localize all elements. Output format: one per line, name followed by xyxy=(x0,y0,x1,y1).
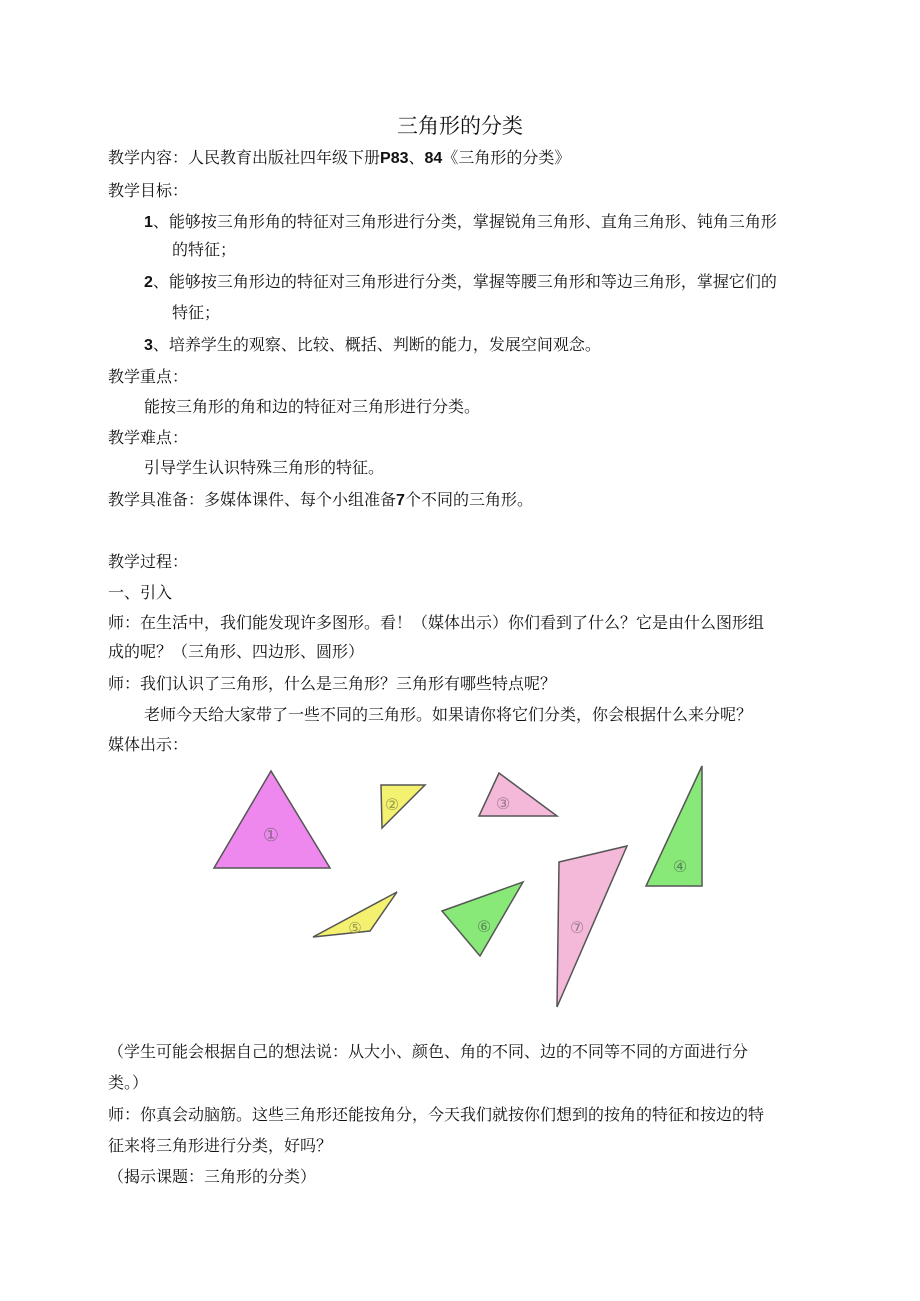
page-title: 三角形的分类 xyxy=(397,114,523,138)
triangle-1-label: ① xyxy=(262,825,280,846)
paragraph-6: 师：你真会动脑筋。这些三角形还能按角分，今天我们就按你们想到的按角的特征和按边的特 xyxy=(108,1105,765,1124)
goal-item-1-cont: 的特征； xyxy=(172,240,237,259)
triangle-2 xyxy=(381,785,425,828)
materials-label: 教学具准备： xyxy=(108,490,205,509)
triangle-5-label: ⑤ xyxy=(348,919,362,937)
paragraph-2: 师：我们认识了三角形，什么是三角形？三角形有哪些特点呢？ xyxy=(108,674,557,693)
section-heading-intro: 一、引入 xyxy=(108,583,173,602)
triangle-2-label: ② xyxy=(384,795,400,814)
content-page-ref: P83 xyxy=(380,150,409,167)
triangle-5 xyxy=(313,892,397,937)
triangle-3-shape xyxy=(479,773,557,816)
paragraph-4: 媒体出示： xyxy=(108,735,189,754)
goal-text: 、能够按三角形角的特征对三角形进行分类，掌握锐角三角形、直角三角形、钝角三角形 xyxy=(152,212,777,231)
goal-text: 、能够按三角形边的特征对三角形进行分类，掌握等腰三角形和等边三角形，掌握它们的 xyxy=(152,272,777,291)
paragraph-7: （揭示课题：三角形的分类） xyxy=(108,1167,317,1186)
paragraph-3: 老师今天给大家带了一些不同的三角形。如果请你将它们分类，你会根据什么来分呢？ xyxy=(144,705,753,724)
content-text: 人民教育出版社四年级下册 xyxy=(188,148,381,167)
goal-number: 2 xyxy=(144,274,153,291)
goals-label: 教学目标： xyxy=(108,181,189,200)
content-sep: 、 xyxy=(408,148,425,167)
key-points-text: 能按三角形的角和边的特征对三角形进行分类。 xyxy=(144,397,481,416)
paragraph-1-cont: 成的呢？（三角形、四边形、圆形） xyxy=(108,642,365,661)
triangle-3 xyxy=(479,773,557,816)
goal-number: 3 xyxy=(144,337,153,354)
paragraph-5: （学生可能会根据自己的想法说：从大小、颜色、角的不同、边的不同等不同的方面进行分 xyxy=(108,1042,749,1061)
triangle-1 xyxy=(214,771,330,868)
triangle-7-label: ⑦ xyxy=(569,918,585,937)
process-label: 教学过程： xyxy=(108,552,189,571)
triangle-6-label: ⑥ xyxy=(476,917,492,936)
materials-count: 7 xyxy=(396,492,405,509)
content-page-ref-2: 84 xyxy=(424,150,443,167)
materials-text-2: 个不同的三角形。 xyxy=(404,490,533,509)
content-book: 《三角形的分类》 xyxy=(442,148,571,167)
triangle-7 xyxy=(557,846,627,1007)
triangle-6 xyxy=(442,882,523,956)
paragraph-1: 师：在生活中，我们能发现许多图形。看！（媒体出示）你们看到了什么？它是由什么图形组 xyxy=(108,613,765,632)
triangle-3-label: ③ xyxy=(495,794,511,813)
triangle-1-shape xyxy=(214,771,330,868)
materials-text: 多媒体课件、每个小组准备 xyxy=(204,490,397,509)
goal-text: 、培养学生的观察、比较、概括、判断的能力，发展空间观念。 xyxy=(152,335,601,354)
difficulty-text: 引导学生认识特殊三角形的特征。 xyxy=(144,458,385,477)
triangle-7-shape xyxy=(557,846,627,1007)
triangle-4 xyxy=(646,766,702,886)
goal-number: 1 xyxy=(144,214,153,231)
triangle-4-label: ④ xyxy=(672,857,688,876)
goal-item-2-cont: 特征； xyxy=(172,303,221,322)
paragraph-6-cont: 征来将三角形进行分类，好吗？ xyxy=(108,1136,333,1155)
difficulty-label: 教学难点： xyxy=(108,428,189,447)
paragraph-5-cont: 类。） xyxy=(108,1073,149,1092)
content-label: 教学内容： xyxy=(108,148,189,167)
key-points-label: 教学重点： xyxy=(108,367,189,386)
